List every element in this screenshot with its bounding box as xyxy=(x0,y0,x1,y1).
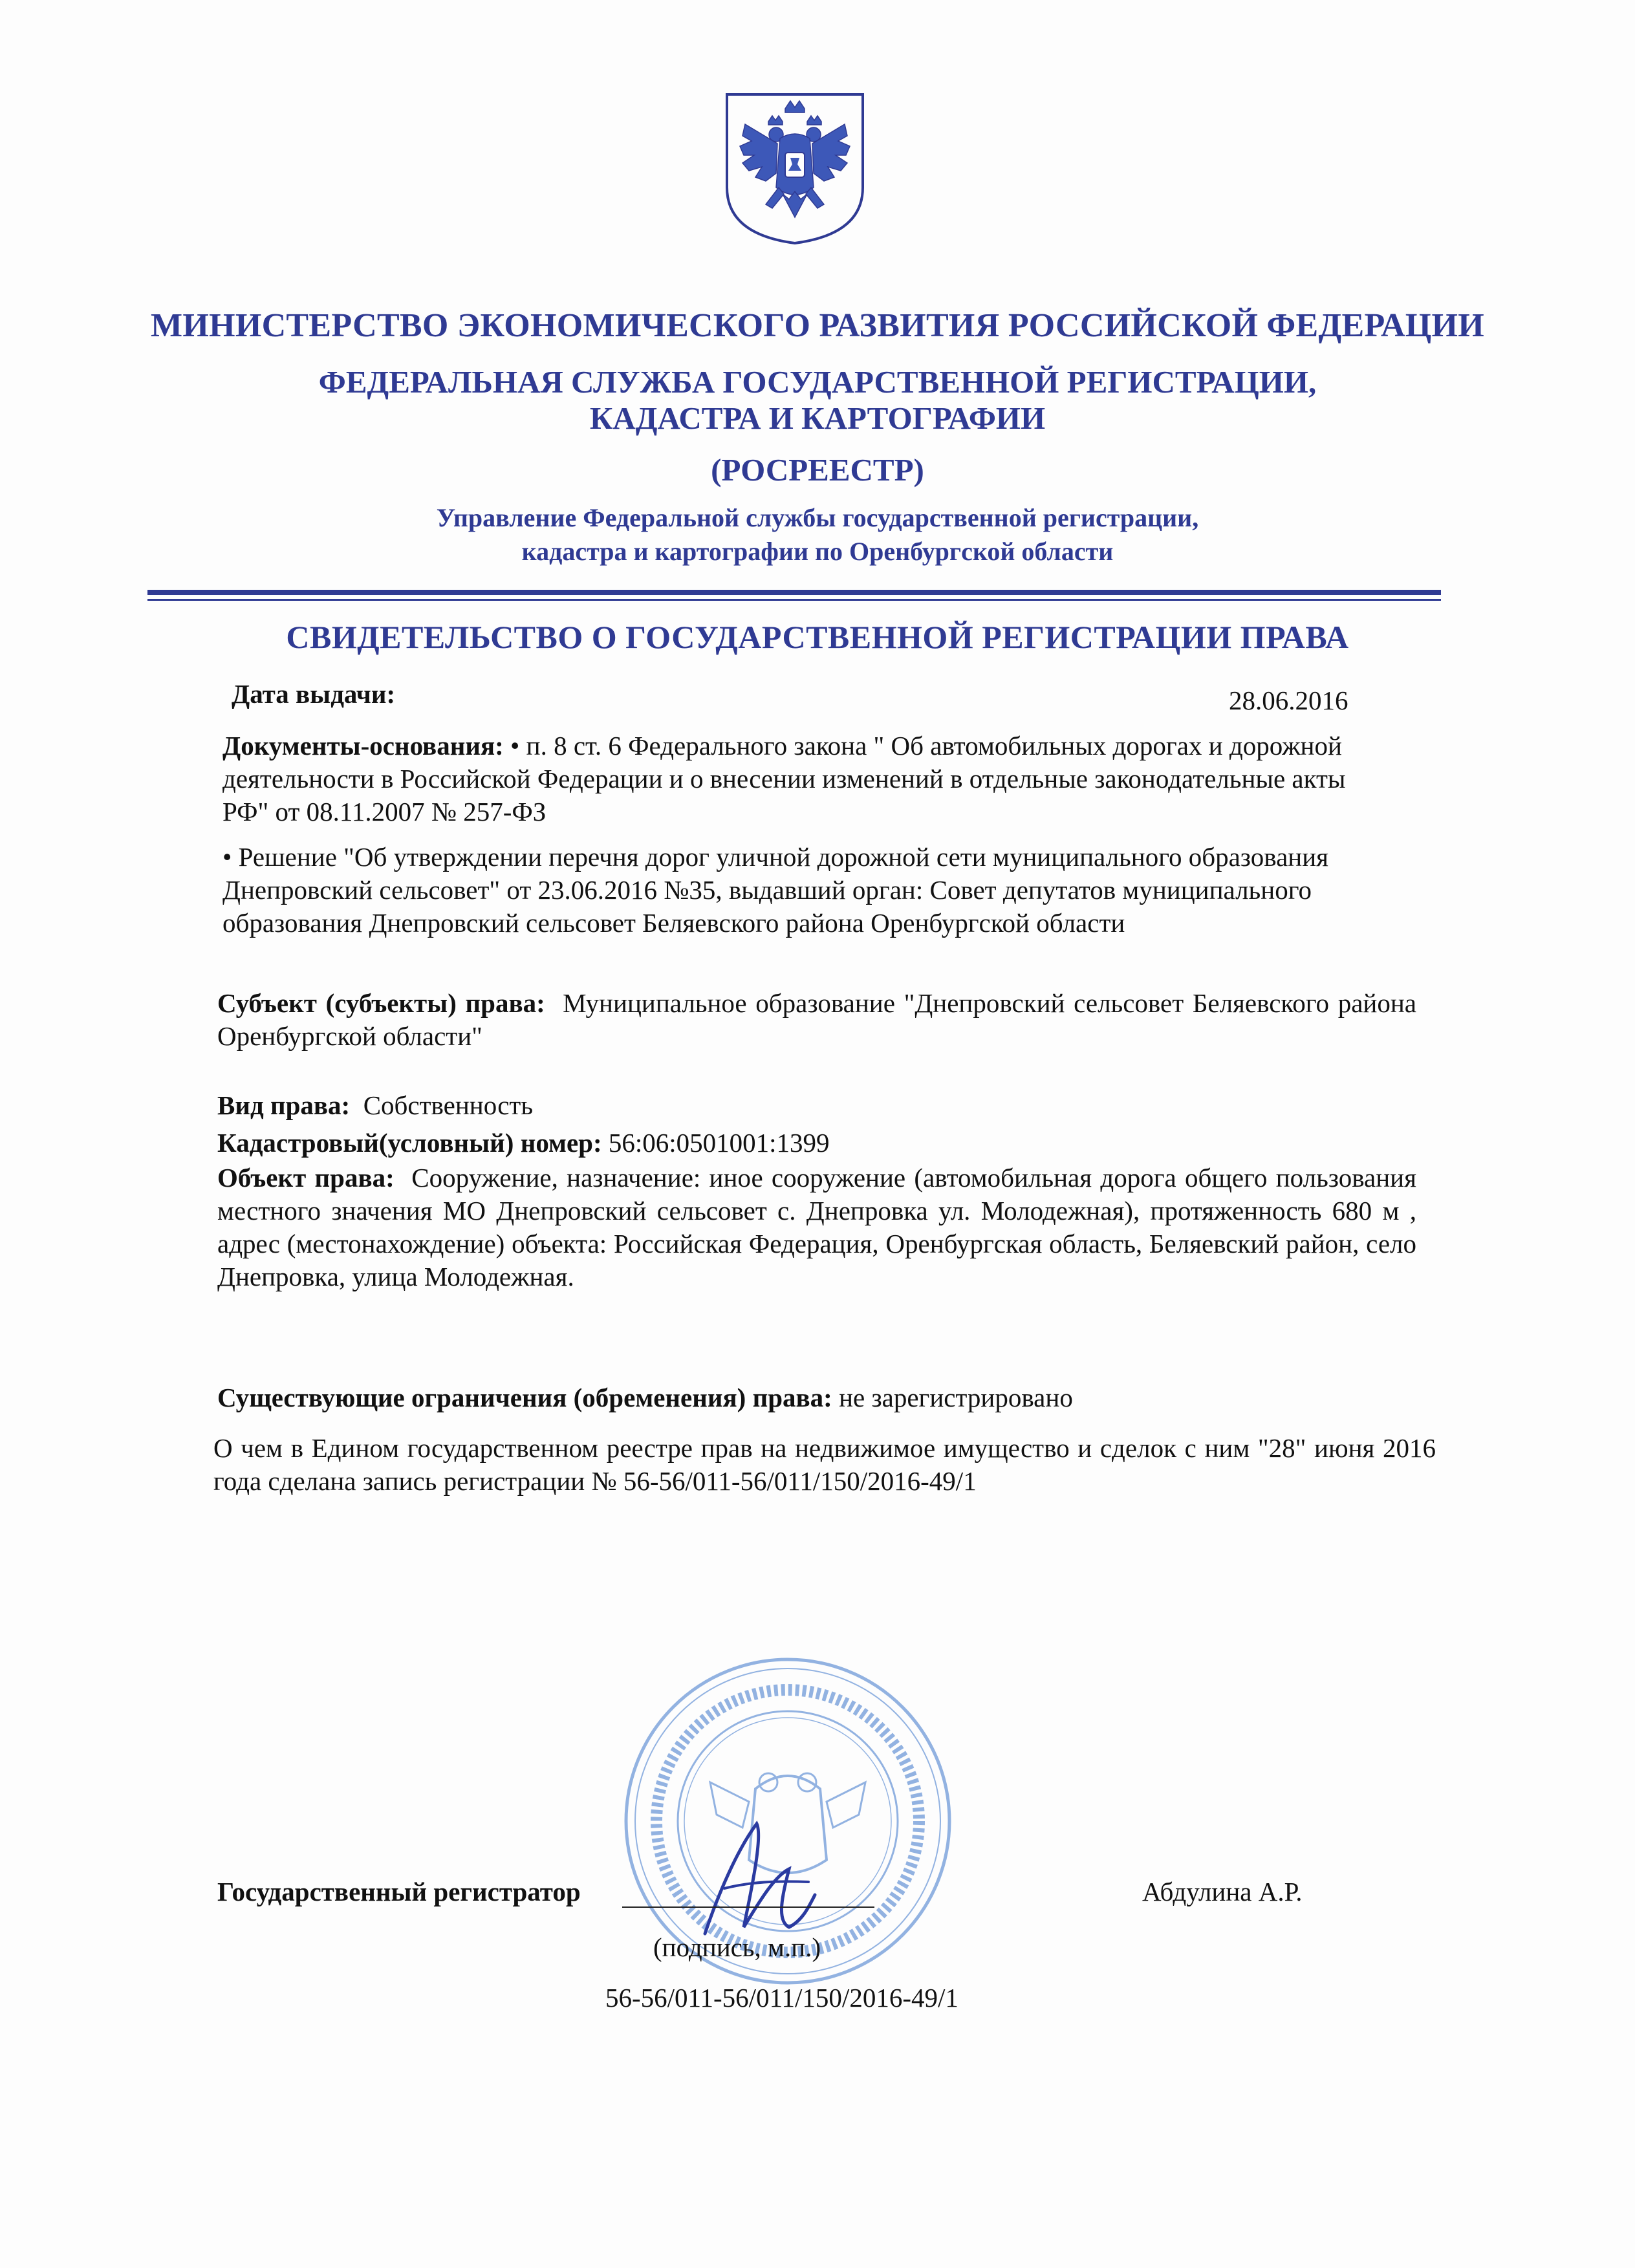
record-number: 56-56/011-56/011/150/2016-49/1 xyxy=(605,1983,958,2013)
right-type-value: Собственность xyxy=(363,1090,534,1120)
ministry-title: МИНИСТЕРСТВО ЭКОНОМИЧЕСКОГО РАЗВИТИЯ РОССИЙСКОЙ ФЕДЕРАЦИИ xyxy=(150,307,1485,344)
registry-note: О чем в Едином государственном реестре прав на недвижимое имущество и сделок с ним "28" июня 2016 года сделана запись регистрации № 56-56/011-56/011/150/2016-49/1 xyxy=(213,1433,1436,1496)
header-rule-thin xyxy=(147,599,1441,601)
basis-item-2: • Решение "Об утверждении перечня дорог уличной дорожной сети муниципального образования Днепровский сельсовет" от 23.06.2016 №35, выдавший орган: Совет депутатов муниципального образования Днепровский сельсовет Беляевского района Оренбургской области xyxy=(222,842,1329,938)
service-title-line-1: ФЕДЕРАЛЬНАЯ СЛУЖБА ГОСУДАРСТВЕННОЙ РЕГИСТРАЦИИ, xyxy=(318,364,1317,400)
subject-block xyxy=(217,987,1416,1053)
registrar-name: Абдулина А.Р. xyxy=(1142,1877,1303,1906)
subject-label: Субъект (субъекты) права: xyxy=(217,988,545,1018)
object-value: Сооружение, назначение: иное сооружение (автомобильная дорога общего пользования местного значения МО Днепровский сельсовет с. Днепровка ул. Молодежная), протяженность 680 м , адрес (местонахождение) объекта: Российская Федерация, Оренбургская область, Беляевский район, село Днепровка, улица Молодежная. xyxy=(217,1163,1416,1291)
registrar-label: Государственный регистратор xyxy=(217,1877,581,1906)
cadastral-label: Кадастровый(условный) номер: xyxy=(217,1128,602,1158)
basis-documents xyxy=(222,729,1387,828)
object-block xyxy=(217,1161,1416,1293)
office-title-line-1: Управление Федеральной службы государственной регистрации, xyxy=(436,503,1199,532)
restrictions-value: не зарегистрировано xyxy=(839,1383,1073,1412)
basis-label: Документы-основания: xyxy=(222,731,504,761)
document-title: СВИДЕТЕЛЬСТВО О ГОСУДАРСТВЕННОЙ РЕГИСТРАЦИИ ПРАВА xyxy=(286,619,1349,655)
right-type-label: Вид права: xyxy=(217,1090,351,1120)
cadastral-value: 56:06:0501001:1399 xyxy=(608,1128,830,1158)
service-abbreviation: (РОСРЕЕСТР) xyxy=(711,452,924,488)
signature-caption: (подпись, м.п.) xyxy=(653,1932,821,1962)
issue-date-value: 28.06.2016 xyxy=(1229,686,1348,715)
coat-of-arms-icon xyxy=(723,91,867,246)
object-label: Объект права: xyxy=(217,1163,395,1193)
service-title-line-2: КАДАСТРА И КАРТОГРАФИИ xyxy=(589,400,1046,436)
right-type-block xyxy=(217,1089,533,1122)
issue-date-label: Дата выдачи: xyxy=(232,679,396,709)
basis-item-1: • п. 8 ст. 6 Федерального закона " Об автомобильных дорогах и дорожной деятельности в Российской Федерации и о внесении изменений в отдельные законодательные акты РФ" от 08.11.2007 № 257-ФЗ xyxy=(222,731,1346,826)
restrictions-block xyxy=(217,1381,1073,1414)
office-title-line-2: кадастра и картографии по Оренбургской области xyxy=(521,537,1114,566)
header-rule-thick xyxy=(147,590,1441,595)
subject-value: Муниципальное образование "Днепровский сельсовет Беляевского района Оренбургской области" xyxy=(217,988,1417,1051)
cadastral-block xyxy=(217,1127,830,1160)
restrictions-label: Существующие ограничения (обременения) права: xyxy=(217,1383,832,1412)
signature-line xyxy=(622,1906,874,1908)
